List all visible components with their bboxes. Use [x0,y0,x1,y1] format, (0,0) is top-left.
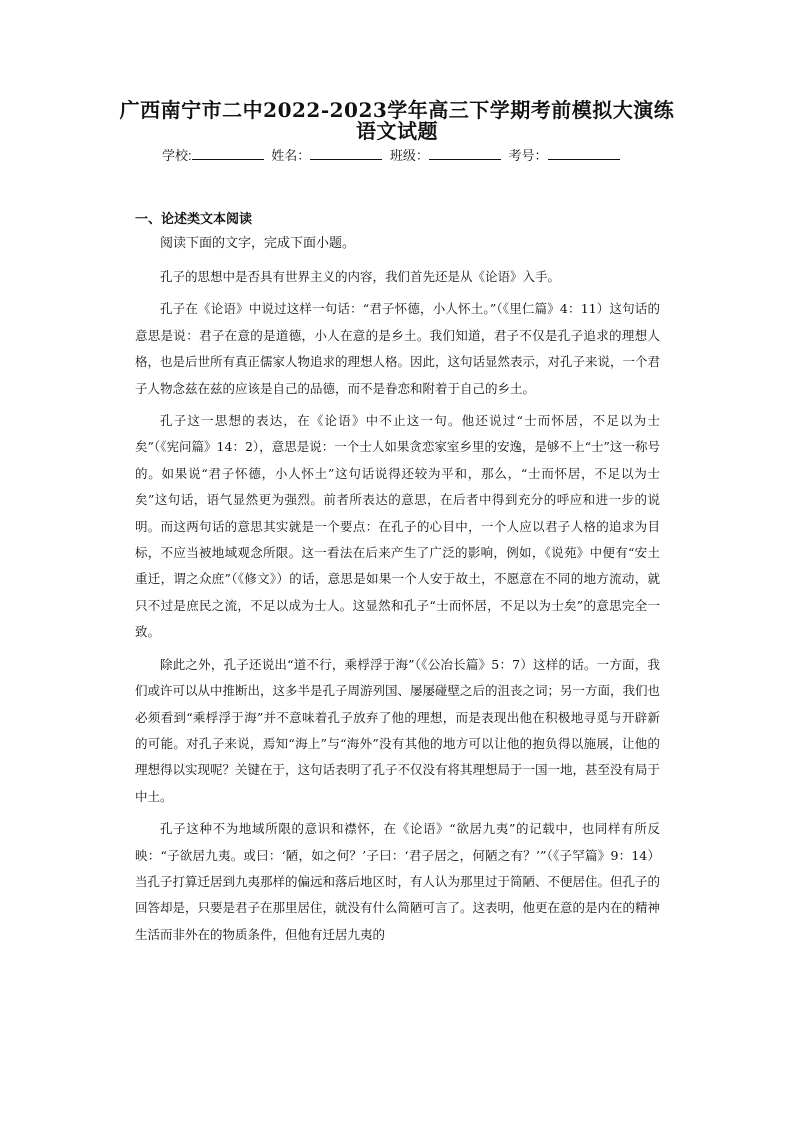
section-heading: 一、论述类文本阅读 [135,211,253,226]
reading-passage [135,264,660,954]
student-info-line [162,145,662,164]
passage-paragraph: 孔子这一思想的表达，在《论语》中不止这一句。他还说过“士而怀居，不足以为士矣”（《宪问篇》14：2），意思是说：一个士人如果贪恋家室乡里的安逸，是够不上“士”这一称号的。如果说“君子怀德，小人怀土”这句话说得还较为平和，那么，“士而怀居，不足以为士矣”这句话，语气显然更为强烈。前者所表达的意思，在后者中得到充分的呼应和进一步的说明。而这两句话的意思其实就是一个要点：在孔子的心目中，一个人应以君子人格的追求为目标，不应当被地域观念所限。这一看法在后来产生了广泛的影响，例如，《说苑》中便有“安土重迁，谓之众庶”（《修文》）的话，意思是如果一个人安于故土，不愿意在不同的地方流动，就只不过是庶民之流，不足以成为士人。这显然和孔子“士而怀居，不足以为士矣”的意思完全一致。 [135,413,660,640]
class-label: 班级： [389,148,429,163]
name-blank [310,148,382,160]
passage-paragraph: 孔子这种不为地域所限的意识和襟怀，在《论语》“欲居九夷”的记载中，也同样有所反映：“子欲居九夷。或曰：‘陋，如之何？’子曰：‘君子居之，何陋之有？’”（《子罕篇》9：14）当孔子打算迁居到九夷那样的偏远和落后地区时，有人认为那里过于简陋、不便居住。但孔子的回答却是，只要是君子在那里居住，就没有什么简陋可言了。这表明，他更在意的是内在的精神生活而非外在的物质条件，但他有迁居九夷的 [135,821,661,942]
exam-title: 广西南宁市二中2022-2023学年高三下学期考前模拟大演练 [119,98,675,122]
name-label: 姓名： [271,148,311,163]
school-blank [192,148,264,160]
passage-paragraph: 孔子在《论语》中说过这样一句话：“君子怀德，小人怀土。”（《里仁篇》4：11）这句话的意思是说：君子在意的是道德，小人在意的是乡土。我们知道，君子不仅是孔子追求的理想人格，也是后世所有真正儒家人物追求的理想人格。因此，这句话显然表示，对孔子来说，一个君子人物念兹在兹的应该是自己的品德，而不是眷恋和附着于自己的乡土。 [135,301,661,396]
class-blank [429,148,501,160]
passage-paragraph: 孔子的思想中是否具有世界主义的内容，我们首先还是从《论语》入手。 [160,269,561,284]
exam-subtitle: 语文试题 [356,119,438,143]
exam-number-blank [548,148,620,160]
section-instruction: 阅读下面的文字，完成下面小题。 [160,235,356,250]
exam-number-label: 考号： [508,148,548,163]
school-label: 学校: [162,148,192,163]
passage-paragraph: 除此之外，孔子还说出“道不行，乘桴浮于海”（《公冶长篇》5：7）这样的话。一方面，我们或许可以从中推断出，这多半是孔子周游列国、屡屡碰壁之后的沮丧之词；另一方面，我们也必须看到“乘桴浮于海”并不意味着孔子放弃了他的理想，而是表现出他在积极地寻觅与开辟新的可能。对孔子来说，焉知“海上”与“海外”没有其他的地方可以让他的抱负得以施展，让他的理想得以实现呢？关键在于，这句话表明了孔子不仅没有将其理想局于一国一地，甚至没有局于中土。 [135,656,661,804]
